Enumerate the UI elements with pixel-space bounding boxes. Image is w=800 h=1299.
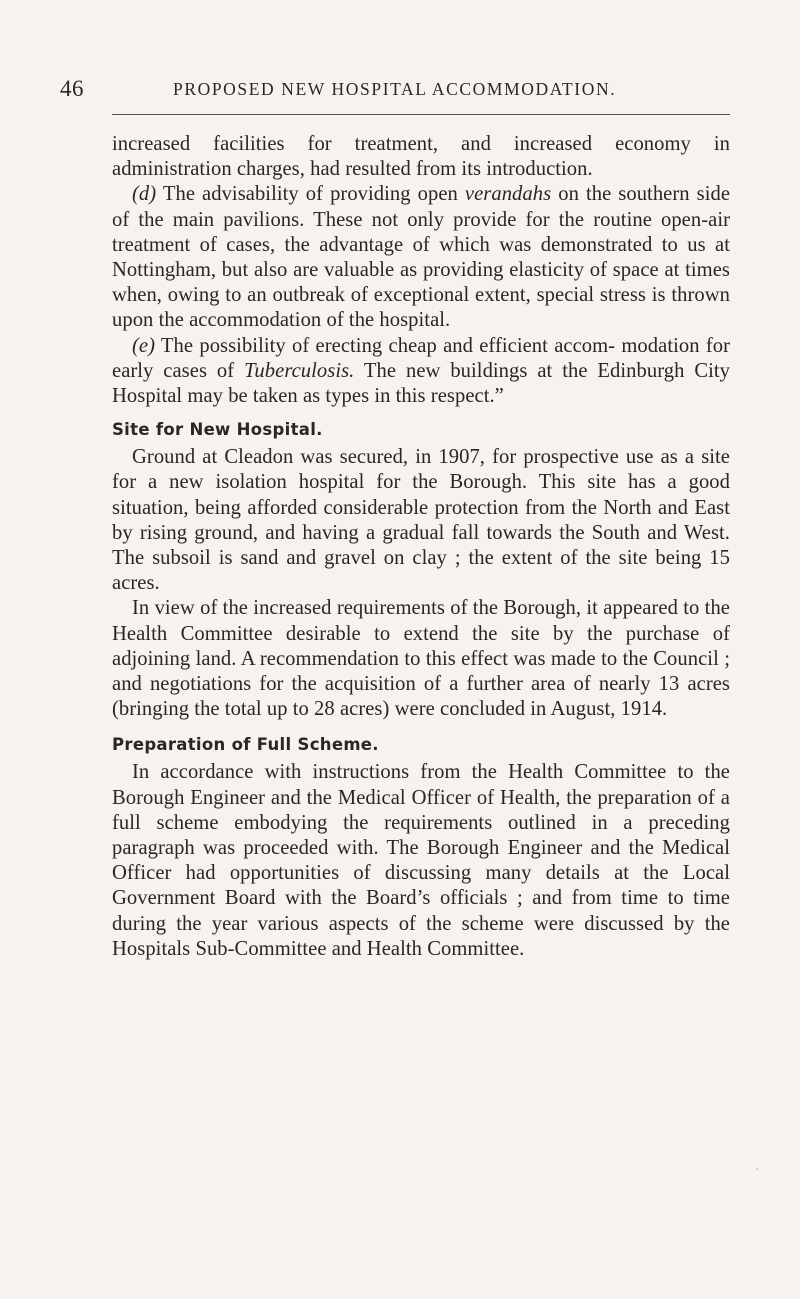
item-e-text-start: The possibility of erecting cheap and efficient accom- modation for early cases of [112, 334, 730, 382]
term-tuberculosis: Tuberculosis. [244, 359, 355, 382]
item-e-text-end: The new buildings at the Edinburgh City Hospital may be taken as types in this respect.” [112, 359, 730, 408]
section-heading-preparation: Preparation of Full Scheme. [112, 735, 379, 755]
paragraph-site-1: Ground at Cleadon was secured, in 1907, for prospective use as a site for a new isolation hospital for the Borough. This site has a good situation, being afforded considerable protection from the North and East by rising ground, and having a gradual fall towards the South and West. The subsoil is sand and gravel on clay ; the extent of the site being 15 acres. [112, 446, 730, 595]
item-marker-e: (e) [132, 334, 156, 357]
page-header [60, 76, 740, 110]
item-d-text-end: on the southern side of the main pavilions. These not only provide for the routine open-air treatment of cases, the advantage of which was demonstrated to us at Nottingham, but also are valuable as providing elasticity of space at times when, owing to an outbreak of exceptional extent, special stress is thrown upon the accommodation of the hospital. [112, 183, 731, 332]
term-verandahs: verandahs [464, 183, 552, 206]
running-head: PROPOSED NEW HOSPITAL ACCOMMODATION. [173, 79, 617, 99]
paragraph-item-e [112, 334, 730, 410]
item-d-text-start: The advisability of providing open [162, 183, 458, 206]
paragraph-site-2: In view of the increased requirements of the Borough, it appeared to the Health Committee desirable to extend the site by the purchase of adjoining land. A recommendation to this effect was made to the Council ; and negotiations for the acquisition of a further area of nearly 13 acres (bringing the total up to 28 acres) were concluded in August, 1914. [112, 597, 730, 721]
paper-speck: · [755, 1163, 760, 1178]
paragraph-item-d [112, 182, 730, 333]
header-rule [112, 114, 730, 115]
section-heading-site: Site for New Hospital. [112, 420, 323, 440]
paragraph-preparation: In accordance with instructions from the Health Committee to the Borough Engineer and the Medical Officer of Health, the preparation of a full scheme embodying the requirements outlined in a preceding paragraph was proceeded with. The Borough Engineer and the Medical Officer had opportunities of discussing many details at the Local Government Board with the Board’s officials ; and from time to time during the year various aspects of the scheme were discussed by the Hospitals Sub-Committee and Health Committee. [112, 761, 730, 960]
item-marker-d: (d) [132, 183, 157, 206]
page-number: 46 [60, 76, 84, 101]
body-text [112, 132, 730, 962]
paragraph-continuation: increased facilities for treatment, and increased economy in administration charges, had resulted from its introduction. [112, 133, 730, 181]
